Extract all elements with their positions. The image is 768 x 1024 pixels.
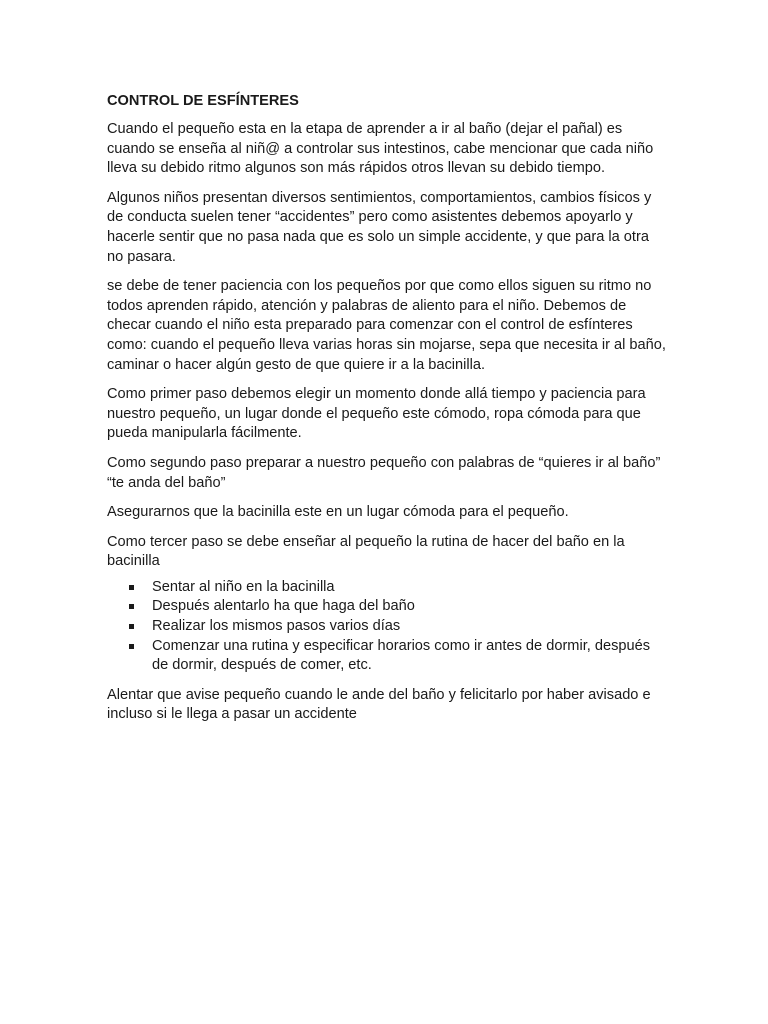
paragraph-closing: Alentar que avise pequeño cuando le ande del baño y felicitarlo por haber avisado e incluso si le llega a pasar un accidente [107,686,651,723]
list-item [107,617,667,637]
list-item-text: Realizar los mismos pasos varios días [152,618,401,635]
list-item-text: Comenzar una rutina y especificar horarios como ir antes de dormir, después de dormir, después de comer, etc. [152,637,651,674]
paragraph-patience: se debe de tener paciencia con los pequeños por que como ellos siguen su ritmo no todos aprenden rápido, atención y palabras de aliento para el niño. Debemos de checar cuando el niño esta preparado para comenzar con el control de esfínteres como: cuando el pequeño lleva varias horas sin mojarse, sepa que necesita ir al baño, caminar o hacer algún gesto de que quiere ir a la bacinilla. [107,278,666,373]
paragraph-step-three: Como tercer paso se debe enseñar al pequeño la rutina de hacer del baño en la bacinilla [107,533,625,570]
document-page [107,92,667,735]
list-item [107,637,667,676]
list-item [107,578,667,598]
paragraph-step-one: Como primer paso debemos elegir un momento donde allá tiempo y paciencia para nuestro pequeño, un lugar donde el pequeño este cómodo, ropa cómoda para que pueda manipularla fácilmente. [107,386,646,442]
list-item [107,597,667,617]
square-bullet-icon [129,604,134,609]
square-bullet-icon [129,644,134,649]
document-title: CONTROL DE ESFÍNTERES [107,93,299,109]
steps-list [107,578,667,676]
paragraph-bacinilla: Asegurarnos que la bacinilla este en un lugar cómoda para el pequeño. [107,504,569,521]
list-item-text: Después alentarlo ha que haga del baño [152,598,415,615]
paragraph-intro: Cuando el pequeño esta en la etapa de aprender a ir al baño (dejar el pañal) es cuando se enseña al niñ@ a controlar sus intestinos, cabe mencionar que cada niño lleva su debido ritmo algunos son más rápidos otros llevan su debido tiempo. [107,121,654,177]
paragraph-step-two: Como segundo paso preparar a nuestro pequeño con palabras de “quieres ir al baño” “te anda del baño” [107,454,661,491]
paragraph-feelings: Algunos niños presentan diversos sentimientos, comportamientos, cambios físicos y de conducta suelen tener “accidentes” pero como asistentes debemos apoyarlo y hacerle sentir que no pasa nada que es solo un simple accidente, y que para la otra no pasara. [107,189,652,265]
square-bullet-icon [129,624,134,629]
list-item-text: Sentar al niño en la bacinilla [152,578,335,595]
square-bullet-icon [129,585,134,590]
